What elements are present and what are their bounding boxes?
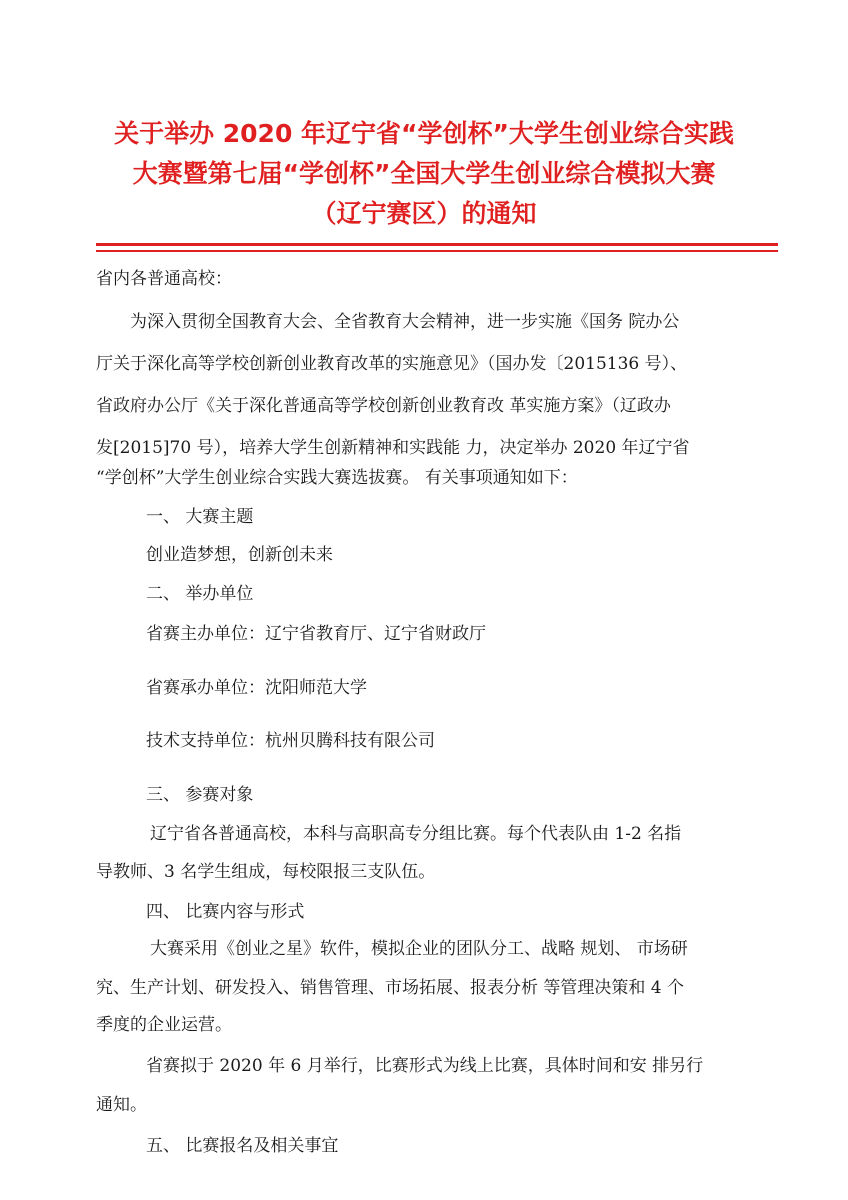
- section-2-heading: 二、 举办单位: [146, 584, 254, 604]
- section-3-line-1: 辽宁省各普通高校，本科与高职高专分组比赛。每个代表队由 1-2 名指: [150, 824, 682, 844]
- intro-line-5: “学创杯”大学生创业综合实践大赛选拔赛。 有关事项通知如下：: [96, 468, 578, 488]
- title-line-1: 关于举办 2020 年辽宁省“学创杯”大学生创业综合实践: [114, 119, 734, 148]
- section-3-heading: 三、 参赛对象: [146, 785, 254, 805]
- title-divider-thick: [96, 243, 778, 246]
- section-4-p1-line-3: 季度的企业运营。: [96, 1015, 232, 1035]
- document-title: [60, 114, 788, 234]
- section-2-support: 技术支持单位：杭州贝腾科技有限公司: [146, 731, 435, 751]
- section-4-heading: 四、 比赛内容与形式: [146, 902, 305, 922]
- section-1-heading: 一、 大赛主题: [146, 507, 254, 527]
- intro-line-3: 省政府办公厅《关于深化普通高等学校创新创业教育改 革实施方案》（辽政办: [96, 396, 671, 416]
- title-line-2: 大赛暨第七届“学创杯”全国大学生创业综合模拟大赛: [132, 159, 716, 188]
- section-4-p2-line-2: 通知。: [96, 1095, 147, 1115]
- section-2-host: 省赛主办单位：辽宁省教育厅、辽宁省财政厅: [146, 624, 486, 644]
- intro-line-4: 发[2015]70 号），培养大学生创新精神和实践能 力，决定举办 2020 年辽宁省: [96, 438, 690, 458]
- section-4-p1-line-2: 究、生产计划、研发投入、销售管理、市场拓展、报表分析 等管理决策和 4 个: [96, 978, 685, 998]
- title-line-3: （辽宁赛区）的通知: [311, 199, 537, 228]
- section-3-line-2: 导教师、3 名学生组成，每校限报三支队伍。: [96, 862, 436, 882]
- section-5-heading: 五、 比赛报名及相关事宜: [146, 1136, 339, 1156]
- title-divider-thin: [96, 250, 778, 252]
- intro-line-2: 厅关于深化高等学校创新创业教育改革的实施意见》（国办发〔2015136 号）、: [96, 354, 688, 374]
- intro-line-1: 为深入贯彻全国教育大会、全省教育大会精神，进一步实施《国务 院办公: [130, 312, 680, 332]
- salutation: 省内各普通高校：: [96, 269, 232, 289]
- section-4-p1-line-1: 大赛采用《创业之星》软件，模拟企业的团队分工、战略 规划、 市场研: [150, 939, 688, 959]
- section-4-p2-line-1: 省赛拟于 2020 年 6 月举行，比赛形式为线上比赛，具体时间和安 排另行: [146, 1056, 704, 1076]
- section-1-text: 创业造梦想，创新创未来: [146, 545, 333, 565]
- section-2-organizer: 省赛承办单位：沈阳师范大学: [146, 678, 367, 698]
